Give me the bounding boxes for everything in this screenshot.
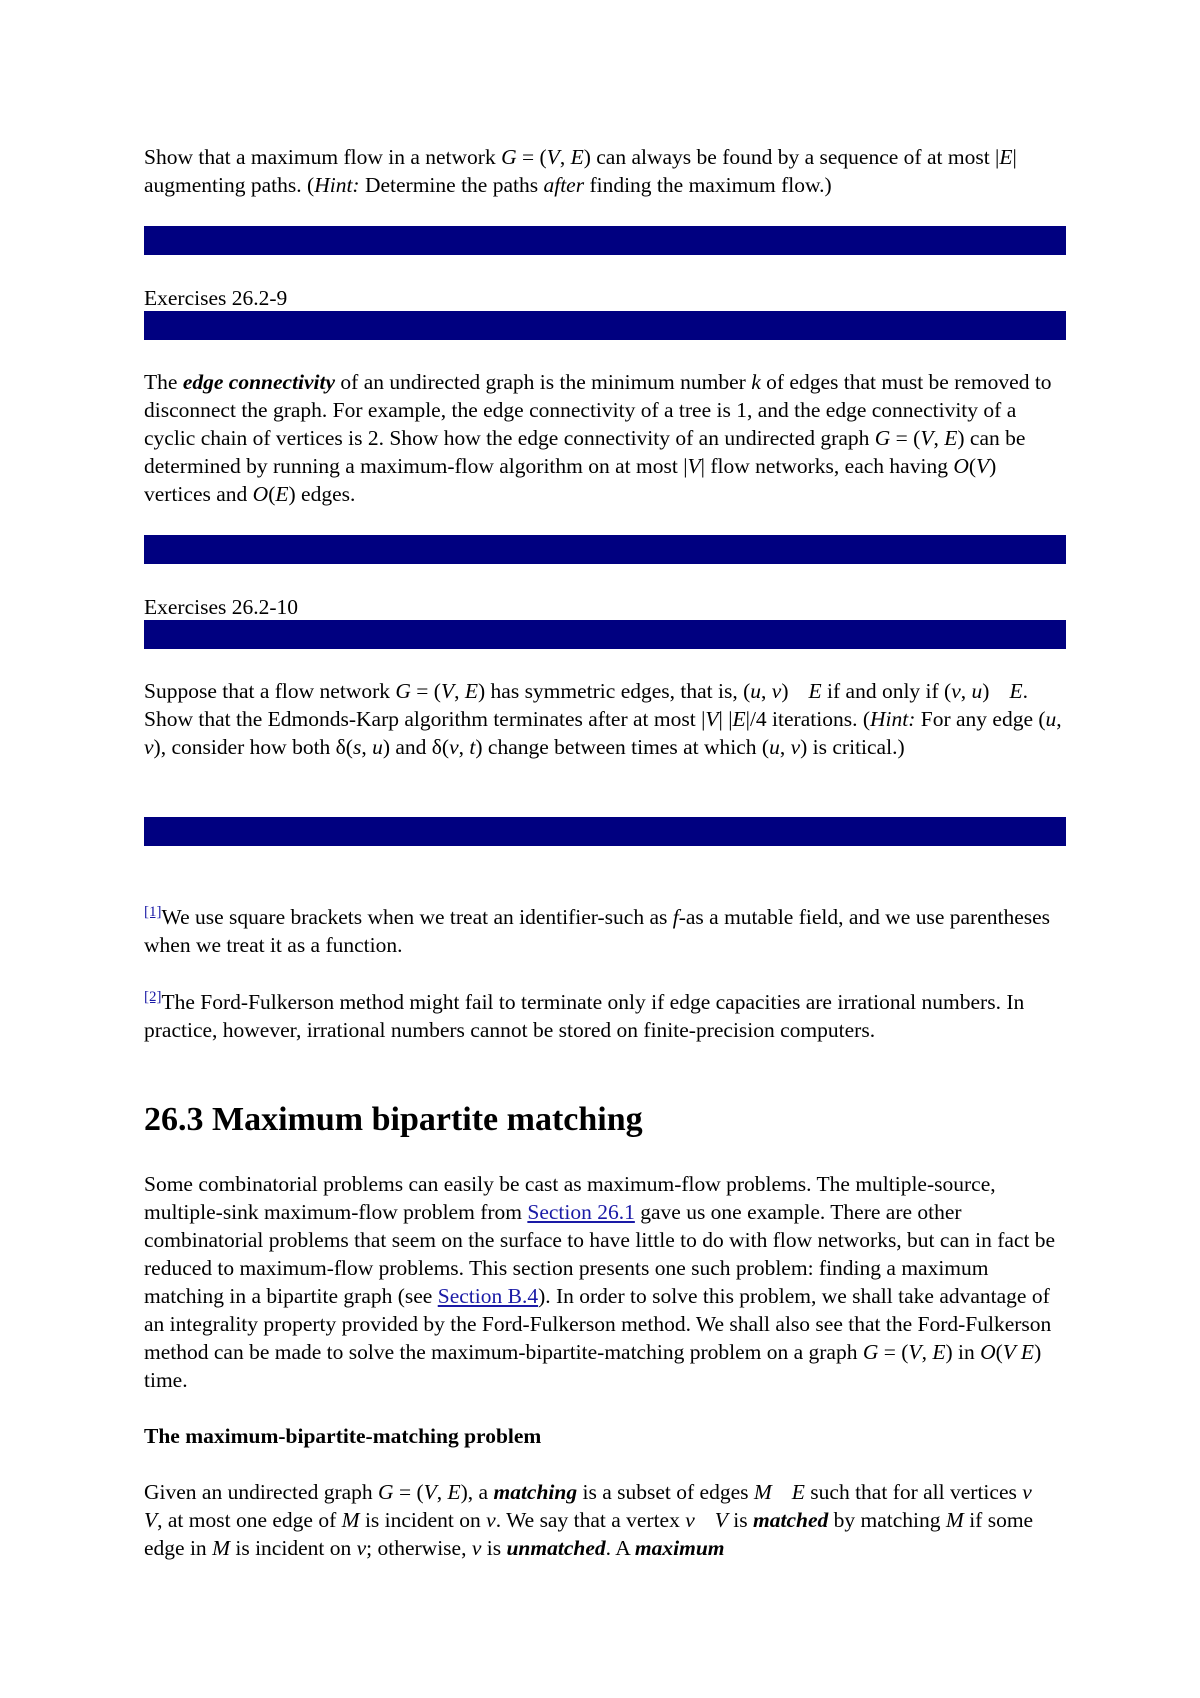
section-b-4-link[interactable]: Section B.4 xyxy=(437,1284,539,1308)
exercise-header-bar xyxy=(144,620,1066,649)
subsection-heading xyxy=(144,1422,1066,1450)
intro-paragraph xyxy=(144,143,1066,199)
exercise-26-2-9-text: The edge connectivity of an undirected graph is the minimum number k of edges that must be removed to disconnect the graph. For example, the edge connectivity of a tree is 1, and the edge connectivity of a cyclic chain of vertices is 2. Show how the edge connectivity of an undirected graph G = (V, E) can be determined by running a maximum-flow algorithm on at most |V| flow networks, each having O(V) vertices and O(E) edges. xyxy=(144,370,1052,506)
exercise-header-bar xyxy=(144,311,1066,340)
subsection-paragraph: Given an undirected graph G = (V, E), a matching is a subset of edges M E such that for all vertices vV, at most one edge of M is incident on v. We say that a vertex v V is matched by matching M if some edge in M is incident on v; otherwise, v is unmatched. A maximum xyxy=(144,1480,1034,1560)
section-divider-bar xyxy=(144,535,1066,564)
section-intro-paragraph: Some combinatorial problems can easily be cast as maximum-flow problems. The multiple-source, multiple-sink maximum-flow problem from Section 26.1 gave us one example. There are other combinatorial problems that seem on the surface to have little to do with flow networks, but can in fact be reduced to maximum-flow problems. This section presents one such problem: finding a maximum matching in a bipartite graph (see Section B.4). In order to solve this problem, we shall take advantage of an integrality property provided by the Ford-Fulkerson method. We shall also see that the Ford-Fulkerson method can be made to solve the maximum-bipartite-matching problem on a graph G = (V, E) in O(V E) time. xyxy=(144,1172,1056,1392)
footnote-link-2[interactable]: [2] xyxy=(144,988,162,1005)
section-divider-bar xyxy=(144,817,1066,846)
exercise-26-2-10-text: Suppose that a flow network G = (V, E) has symmetric edges, that is, (u, v) E if and only if (v, u) E. Show that the Edmonds-Karp algorithm terminates after at most |V| |E|/4 iterations. (Hint: For any edge (u, v), consider how both δ(s, u) and δ(v, t) change between times at which (u, v) is critical.) xyxy=(144,679,1062,759)
section-26-1-link[interactable]: Section 26.1 xyxy=(527,1200,635,1224)
section-title: 26.3 Maximum bipartite matching xyxy=(144,1101,643,1138)
footnote-link-1[interactable]: [1] xyxy=(144,903,162,920)
exercise-label-26-2-10: Exercises 26.2-10 xyxy=(144,595,299,619)
footnote-2: [2]The Ford-Fulkerson method might fail to terminate only if edge capacities are irrational numbers. In practice, however, irrational numbers cannot be stored on finite-precision computers. xyxy=(144,988,1025,1042)
footnote-1: [1]We use square brackets when we treat an identifier-such as f-as a mutable field, and we use parentheses when we treat it as a function. xyxy=(144,903,1051,957)
section-heading xyxy=(144,1098,1066,1142)
intro-text: Show that a maximum flow in a network G = (V, E) can always be found by a sequence of at most |E| augmenting paths. (Hint: Determine the paths after finding the maximum flow.) xyxy=(144,145,1017,197)
section-divider-bar xyxy=(144,226,1066,255)
exercise-label-26-2-9: Exercises 26.2-9 xyxy=(144,286,288,310)
subsection-title: The maximum-bipartite-matching problem xyxy=(144,1424,542,1448)
